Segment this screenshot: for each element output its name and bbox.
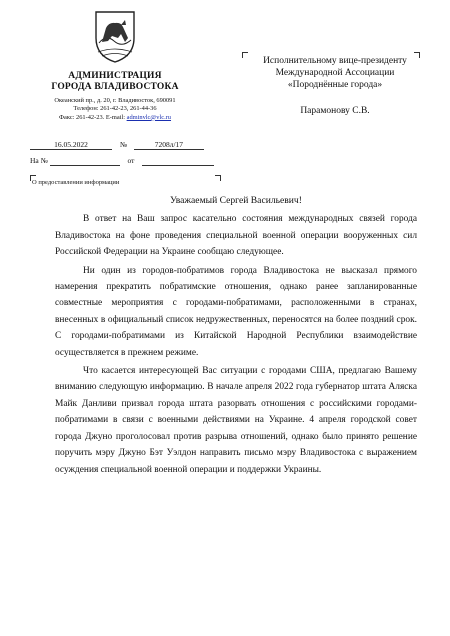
- reply-reference-line: [30, 156, 214, 166]
- in-reply-date-field: [142, 156, 214, 166]
- fax-text: Факс: 261-42-23. E-mail:: [58, 113, 127, 121]
- sender-phone: Телефон: 261-42-23, 261-44-36: [73, 105, 157, 113]
- addressee-line1: Исполнительному вице-президенту: [263, 56, 407, 66]
- addressee-block: [250, 55, 420, 117]
- registration-line: [30, 140, 204, 150]
- addressee-name: Парамонову С.В.: [300, 106, 370, 116]
- paragraph-2: Ни один из городов-побратимов города Владивостока не высказал прямого намерения прекратить побратимские отношения, однако ранее запланированные совместные мероприятия с городами-побратимами, расположенными в странах, внесенных в официальный список недружественных, переносятся на более поздний срок. С городами-побратимами из Китайской Народной Республики взаимодействие осуществляется в прежнем режиме.: [55, 265, 417, 358]
- addressee-bracket-left: [242, 52, 248, 58]
- letter-body: [55, 193, 417, 478]
- registration-number-label: №: [119, 140, 128, 149]
- letter-subject: О предоставлении информации: [32, 179, 120, 186]
- paragraph-1: В ответ на Ваш запрос касательно состояния международных связей города Владивостока на фоне проведения специальной военной операции вооруженных сил Российской Федерации на Украине сообщаю следующее.: [55, 214, 417, 258]
- org-title-line2: ГОРОДА ВЛАДИВОСТОКА: [51, 82, 179, 92]
- addressee-line2: Международной Ассоциации: [275, 68, 395, 78]
- email-link[interactable]: adminvlc@vlc.ru: [126, 113, 172, 121]
- addressee-line3: «Породнённые города»: [287, 80, 383, 90]
- subject-bracket-right: [215, 175, 221, 181]
- paragraph-3: Что касается интересующей Вас ситуации с городами США, предлагаю Вашему вниманию следующую информацию. В начале апреля 2022 года губернатор штата Аляска Майк Данливи призвал города штата разорвать отношения с российскими городами-побратимами в связи с военными действиями на Украине. 4 апреля городской совет города Джуно проголосовал против разрыва отношений, однако было принято решение поручить мэру Джуно Бэт Уэлдон направить письмо мэру Владивостока с выражением осуждения специальной военной операции и поддержки Украины.: [55, 366, 417, 475]
- in-reply-number-field: [50, 156, 120, 166]
- registration-number: 7208л/17: [134, 140, 204, 150]
- letter-greeting: Уважаемый Сергей Васильевич!: [170, 195, 302, 206]
- sender-fax-email: [30, 114, 200, 122]
- in-reply-label: На №: [30, 156, 48, 165]
- from-label: от: [127, 156, 135, 165]
- city-coat-of-arms-emblem: [92, 8, 138, 64]
- sender-contacts: [30, 97, 200, 122]
- org-title-line1: АДМИНИСТРАЦИЯ: [68, 71, 162, 81]
- sender-address: Океанский пр., д. 20, г. Владивосток, 690091: [54, 97, 176, 104]
- sender-organization: [40, 71, 190, 93]
- registration-date: 16.05.2022: [30, 140, 112, 150]
